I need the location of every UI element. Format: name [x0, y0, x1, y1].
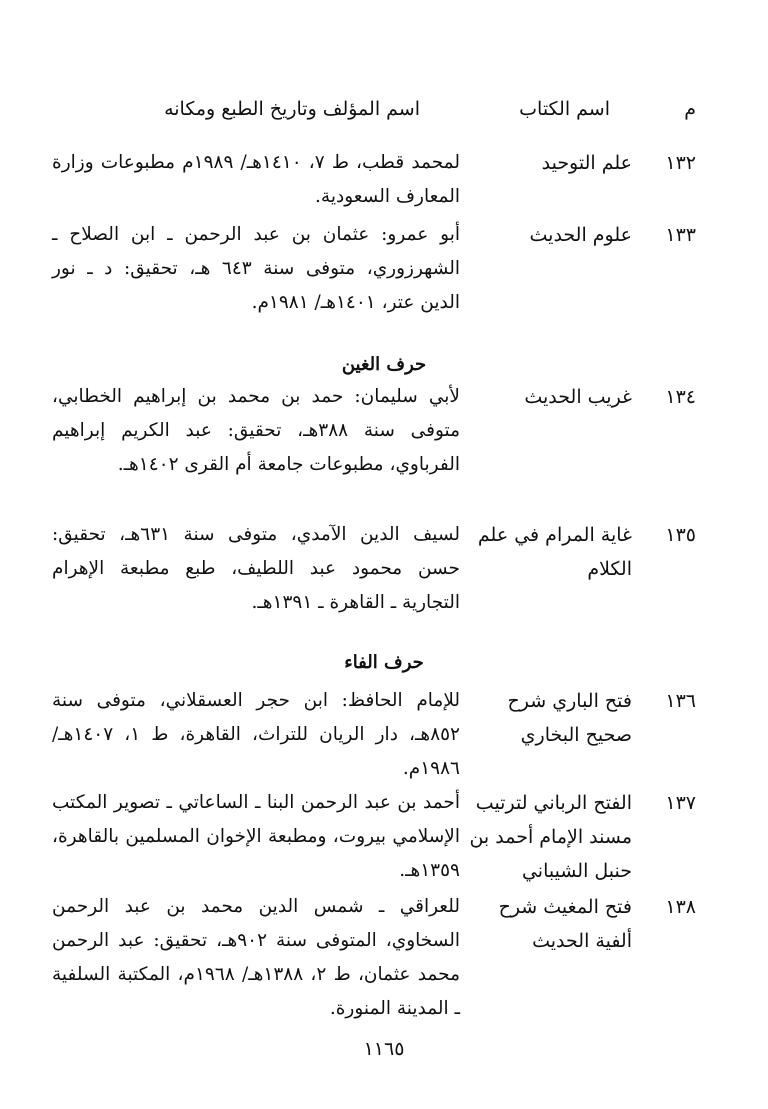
book-author-details: للإمام الحافظ: ابن حجر العسقلاني، متوفى سنة ٨٥٢هـ، دار الريان للتراث، القاهرة، ط ١، ١٤٠٧هـ/ ١٩٨٦م.: [52, 690, 460, 779]
entry-number: ١٣٣: [665, 224, 696, 246]
book-title: فتح المغيث شرح ألفية الحديث: [498, 896, 632, 952]
section-heading-faa: حرف الفاء: [344, 652, 424, 673]
entry-number: ١٣٢: [665, 152, 696, 174]
entry-number: ١٣٤: [665, 386, 696, 408]
book-title: غاية المرام في علم الكلام: [477, 524, 632, 580]
header-num: م: [684, 98, 696, 120]
entry-number: ١٣٨: [665, 896, 696, 918]
book-author-details: أبو عمرو: عثمان بن عبد الرحمن ـ ابن الصلاح ـ الشهرزوري، متوفى سنة ٦٤٣ هـ، تحقيق: د ـ نور الدين عتر، ١٤٠١هـ/ ١٩٨١م.: [52, 224, 460, 313]
book-title: غريب الحديث: [524, 386, 632, 408]
book-author-details: لمحمد قطب، ط ٧، ١٤١٠هـ/ ١٩٨٩م مطبوعات وزارة المعارف السعودية.: [52, 152, 460, 207]
book-author-details: أحمد بن عبد الرحمن البنا ـ الساعاتي ـ تصوير المكتب الإسلامي بيروت، ومطبعة الإخوان المسلمين بالقاهرة، ١٣٥٩هـ.: [52, 792, 460, 881]
header-desc: اسم المؤلف وتاريخ الطبع ومكانه: [164, 98, 420, 120]
header-title: اسم الكتاب: [519, 98, 610, 120]
book-author-details: لأبي سليمان: حمد بن محمد بن إبراهيم الخطابي، متوفى سنة ٣٨٨هـ، تحقيق: عبد الكريم إبراهيم الفرباوي، مطبوعات جامعة أم القرى ١٤٠٢هـ.: [52, 386, 460, 475]
book-author-details: لسيف الدين الآمدي، متوفى سنة ٦٣١هـ، تحقيق: حسن محمود عبد اللطيف، طبع مطبعة الإهرام التجارية ـ القاهرة ـ ١٣٩١هـ.: [52, 524, 460, 613]
book-author-details: للعراقي ـ شمس الدين محمد بن عبد الرحمن السخاوي، المتوفى سنة ٩٠٢هـ، تحقيق: عبد الرحمن محمد عثمان، ط ٢، ١٣٨٨هـ/ ١٩٦٨م، المكتبة السلفية ـ المدينة المنورة.: [52, 896, 460, 1019]
section-heading-ghain: حرف الغين: [341, 354, 427, 375]
book-title: علم التوحيد: [541, 152, 632, 174]
entry-number: ١٣٧: [665, 792, 696, 814]
book-title: فتح الباري شرح صحيح البخاري: [507, 690, 632, 746]
book-title: الفتح الرباني لترتيب مسند الإمام أحمد بن حنبل الشيباني: [469, 792, 632, 882]
book-title: علوم الحديث: [529, 224, 632, 246]
entry-number: ١٣٥: [665, 524, 696, 546]
entry-number: ١٣٦: [665, 690, 696, 712]
page-number: ١١٦٥: [363, 1038, 405, 1060]
